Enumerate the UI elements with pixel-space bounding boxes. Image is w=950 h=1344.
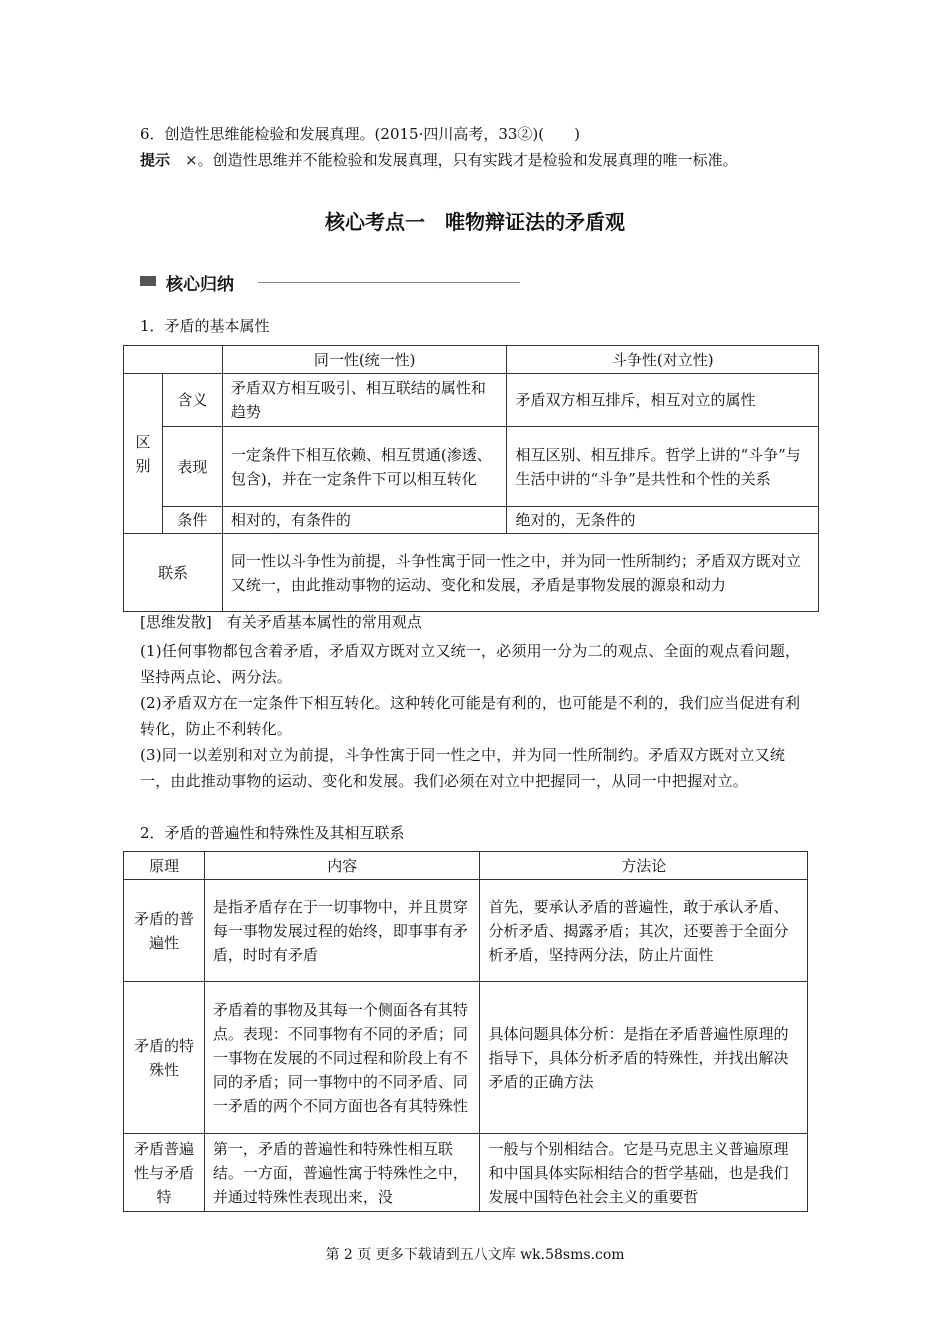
row-label: 表现: [162, 427, 222, 507]
header-unity: 同一性(统一性): [222, 346, 507, 374]
row-label: 条件: [162, 507, 222, 534]
link-label: 联系: [124, 534, 223, 612]
method-cell: 首先，要承认矛盾的普遍性，敢于承认矛盾、分析矛盾、揭露矛盾；其次，还要善于全面分析矛盾，坚持两分法，防止片面性: [480, 880, 808, 982]
table-header-row: [124, 346, 819, 374]
viewpoint-1: (1)任何事物都包含着矛盾，矛盾双方既对立又统一，必须用一分为二的观点、全面的观点看问题，坚持两点论、两分法。: [140, 642, 801, 686]
part2-title: 2．矛盾的普遍性和特殊性及其相互联系: [140, 824, 405, 842]
content-cell: 是指矛盾存在于一切事物中，并且贯穿每一事物发展过程的始终，即事事有矛盾，时时有矛盾: [204, 880, 480, 982]
header-method: 方法论: [480, 852, 808, 880]
universality-table: [123, 851, 808, 1212]
distinction-label: 区 别: [124, 374, 163, 534]
header-principle: 原理: [124, 852, 205, 880]
row-label: 含义: [162, 374, 222, 427]
table-row: [124, 982, 808, 1134]
table-row: [124, 1134, 808, 1212]
page-heading: 核心考点一 唯物辩证法的矛盾观: [325, 210, 625, 234]
part1-title: 1．矛盾的基本属性: [140, 317, 270, 335]
struggle-cell: 矛盾双方相互排斥，相互对立的属性: [507, 374, 819, 427]
table-row: [124, 880, 808, 982]
principle-cell: 矛盾的普遍性: [124, 880, 205, 982]
table-row: [124, 507, 819, 534]
link-cell: 同一性以斗争性为前提，斗争性寓于同一性之中，并为同一性所制约；矛盾双方既对立又统一，由此推动事物的运动、变化和发展，矛盾是事物发展的源泉和动力: [222, 534, 818, 612]
header-struggle: 斗争性(对立性): [507, 346, 819, 374]
method-cell: 具体问题具体分析：是指在矛盾普遍性原理的指导下，具体分析矛盾的特殊性，并找出解决矛盾的正确方法: [480, 982, 808, 1134]
hint-text: ×。创造性思维并不能检验和发展真理，只有实践才是检验和发展真理的唯一标准。: [170, 151, 738, 169]
content-cell: 矛盾着的事物及其每一个侧面各有其特点。表现：不同事物有不同的矛盾；同一事物在发展的不同过程和阶段上有不同的矛盾；同一事物中的不同矛盾、同一矛盾的两个不同方面也各有其特殊性: [204, 982, 480, 1134]
table-row: [124, 534, 819, 612]
thinking-expand-title: [思维发散] 有关矛盾基本属性的常用观点: [140, 613, 422, 631]
section-square-icon: [140, 276, 156, 286]
table-row: [124, 374, 819, 427]
principle-cell: 矛盾普遍性与矛盾特: [124, 1134, 205, 1212]
page-footer: 第 2 页 更多下载请到五八文库 wk.58sms.com: [325, 1247, 625, 1263]
struggle-cell: 相互区别、相互排斥。哲学上讲的“斗争”与生活中讲的“斗争”是共性和个性的关系: [507, 427, 819, 507]
struggle-cell: 绝对的，无条件的: [507, 507, 819, 534]
table-row: [124, 427, 819, 507]
method-cell: 一般与个别相结合。它是马克思主义普遍原理和中国具体实际相结合的哲学基础，也是我们发展中国特色社会主义的重要哲: [480, 1134, 808, 1212]
unity-cell: 相对的，有条件的: [222, 507, 507, 534]
content-cell: 第一，矛盾的普遍性和特殊性相互联结。一方面，普遍性寓于特殊性之中，并通过特殊性表现出来，没: [204, 1134, 480, 1212]
unity-cell: 矛盾双方相互吸引、相互联结的属性和趋势: [222, 374, 507, 427]
section-title: 核心归纳: [166, 275, 234, 295]
hint-label: 提示: [140, 151, 171, 169]
section-divider: [258, 282, 520, 283]
question-6: 6．创造性思维能检验和发展真理。(2015·四川高考，33②)( ): [140, 125, 580, 143]
empty-corner-cell: [124, 346, 223, 374]
viewpoint-2: (2)矛盾双方在一定条件下相互转化。这种转化可能是有利的，也可能是不利的，我们应当促进有利转化，防止不利转化。: [140, 694, 801, 738]
attributes-table: [123, 345, 819, 612]
viewpoint-3: (3)同一以差别和对立为前提，斗争性寓于同一性之中，并为同一性所制约。矛盾双方既对立又统一，由此推动事物的运动、变化和发展。我们必须在对立中把握同一，从同一中把握对立。: [140, 746, 786, 790]
table-header-row: [124, 852, 808, 880]
hint-line: [140, 147, 738, 173]
principle-cell: 矛盾的特殊性: [124, 982, 205, 1134]
unity-cell: 一定条件下相互依赖、相互贯通(渗透、包含)，并在一定条件下可以相互转化: [222, 427, 507, 507]
header-content: 内容: [204, 852, 480, 880]
